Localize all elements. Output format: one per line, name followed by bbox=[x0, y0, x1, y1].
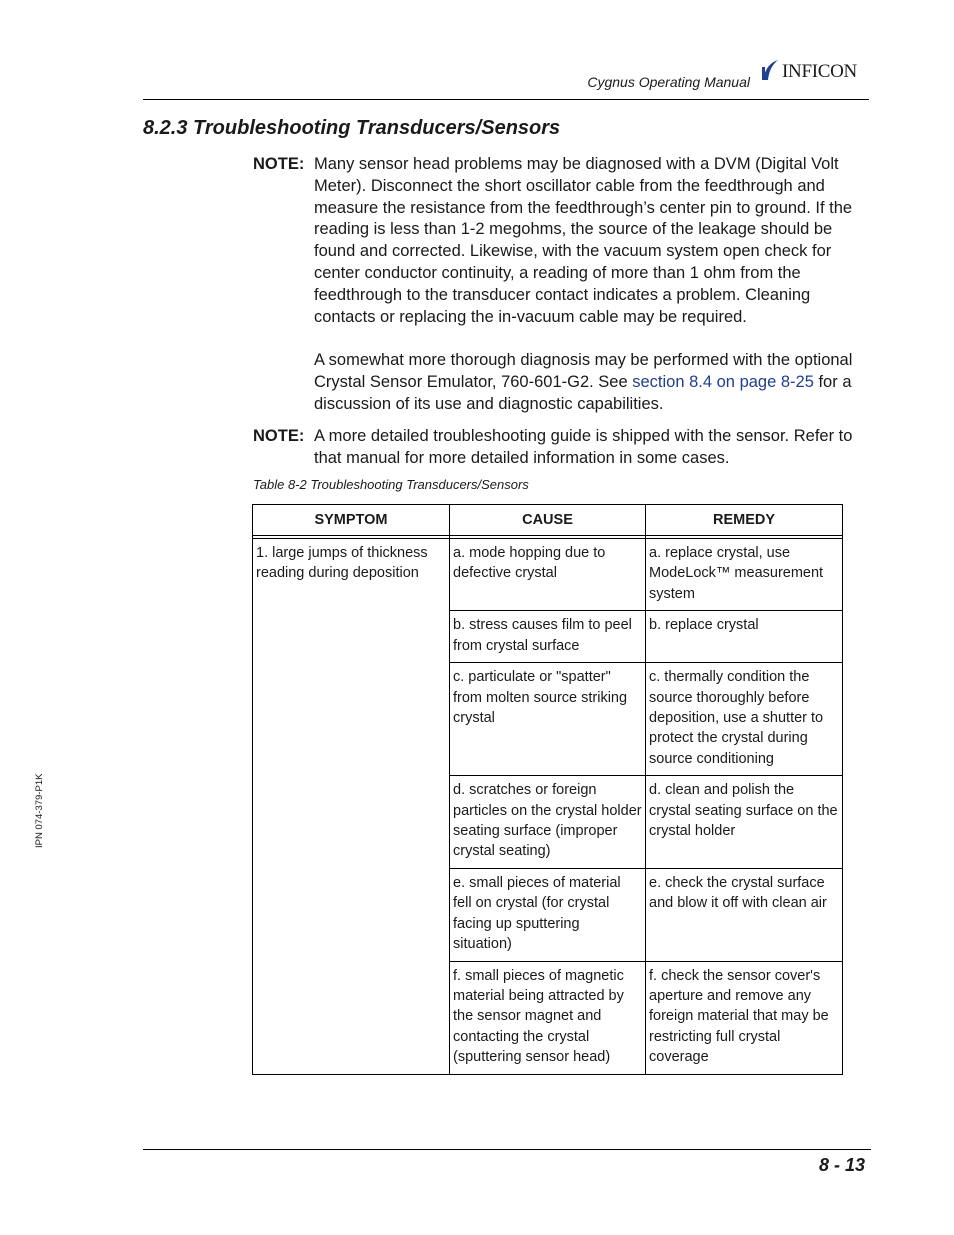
remedy-cell: e. check the crystal surface and blow it off with clean air bbox=[646, 868, 843, 961]
logo-swoosh-icon bbox=[760, 58, 782, 84]
remedy-cell: b. replace crystal bbox=[646, 611, 843, 663]
note-paragraph: A more detailed troubleshooting guide is shipped with the sensor. Refer to that manual for more detailed information in some cases. bbox=[314, 427, 853, 467]
table-header-row bbox=[253, 505, 843, 536]
inficon-logo bbox=[760, 58, 872, 86]
remedy-cell: c. thermally condition the source thoroughly before deposition, use a shutter to protect the crystal during source conditioning bbox=[646, 663, 843, 776]
cause-cell: b. stress causes film to peel from crystal surface bbox=[450, 611, 646, 663]
header-rule bbox=[143, 99, 869, 100]
note-label: NOTE: bbox=[253, 427, 305, 445]
note-1 bbox=[253, 154, 873, 416]
note-2 bbox=[253, 426, 873, 470]
note-label: NOTE: bbox=[253, 155, 305, 173]
note-text: for a discussion of its use and diagnostic capabilities. bbox=[314, 372, 852, 413]
cause-cell: e. small pieces of material fell on crystal (for crystal facing up sputtering situation) bbox=[450, 868, 646, 961]
remedy-cell: d. clean and polish the crystal seating surface on the crystal holder bbox=[646, 776, 843, 869]
cause-cell: c. particulate or "spatter" from molten source striking crystal bbox=[450, 663, 646, 776]
column-header-remedy: REMEDY bbox=[646, 505, 843, 536]
note-paragraph: Many sensor head problems may be diagnosed with a DVM (Digital Volt Meter). Disconnect the short oscillator cable from the feedthrough and measure the resistance from the feedthrough’s center pin to ground. If the reading is less than 1-2 megohms, the source of the leakage should be found and corrected. Likewise, with the vacuum system open check for center conductor continuity, a reading of more than 1 ohm from the feedthrough to the transducer contact indicates a problem. Cleaning contacts or replacing the in-vacuum cable may be required. bbox=[314, 155, 853, 326]
note-paragraph-2 bbox=[314, 350, 873, 415]
cause-cell: a. mode hopping due to defective crystal bbox=[450, 539, 646, 611]
note-text: A somewhat more thorough diagnosis may be performed with the optional Crystal Sensor Emulator, 760-601-G2. See bbox=[314, 351, 853, 391]
page-number: 8 - 13 bbox=[818, 1155, 865, 1175]
logo-wordmark: INFICON bbox=[782, 61, 857, 82]
column-header-symptom: SYMPTOM bbox=[253, 505, 450, 536]
table-caption: Table 8-2 Troubleshooting Transducers/Sensors bbox=[253, 477, 529, 492]
symptom-cell: 1. large jumps of thickness reading during deposition bbox=[253, 539, 450, 1075]
footer-rule bbox=[143, 1149, 871, 1150]
section-heading: 8.2.3 Troubleshooting Transducers/Sensors bbox=[143, 117, 561, 139]
troubleshooting-table bbox=[252, 504, 843, 1075]
document-ipn-label: IPN 074-379-P1K bbox=[34, 773, 45, 848]
remedy-cell: a. replace crystal, use ModeLock™ measurement system bbox=[646, 539, 843, 611]
cause-cell: d. scratches or foreign particles on the crystal holder seating surface (improper crystal seating) bbox=[450, 776, 646, 869]
note-body bbox=[314, 426, 873, 470]
section-cross-reference-link[interactable]: section 8.4 on page 8-25 bbox=[632, 372, 814, 391]
running-header-title: Cygnus Operating Manual bbox=[587, 74, 750, 90]
cause-cell: f. small pieces of magnetic material being attracted by the sensor magnet and contacting the crystal (sputtering sensor head) bbox=[450, 961, 646, 1074]
note-body bbox=[314, 154, 873, 416]
table-row bbox=[253, 539, 843, 611]
column-header-cause: CAUSE bbox=[450, 505, 646, 536]
remedy-cell: f. check the sensor cover's aperture and remove any foreign material that may be restricting full crystal coverage bbox=[646, 961, 843, 1074]
